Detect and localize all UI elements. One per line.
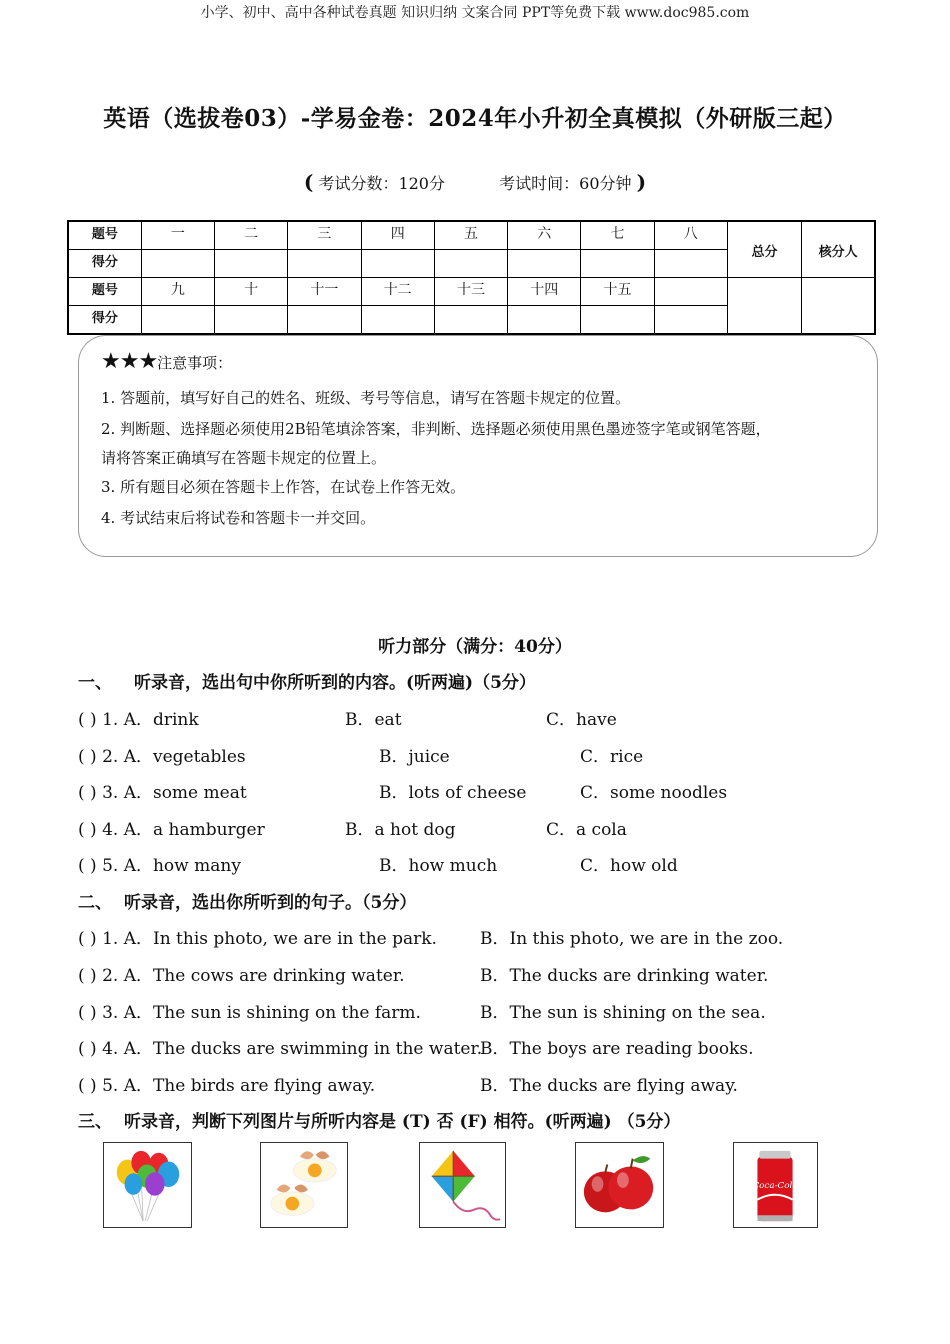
part2-heading: 听录音，选出你所听到的句子。（5分）	[124, 893, 417, 913]
notice-line: 4. 考试结束后将试卷和答题卡一并交回。	[101, 509, 376, 527]
part2-q5-b: B．The ducks are flying away.	[480, 1076, 738, 1096]
question-number-cell: 六	[508, 221, 581, 250]
part2-q4-b: B．The boys are reading books.	[480, 1039, 754, 1059]
kite-icon	[420, 1143, 505, 1227]
question-number-cell	[654, 278, 727, 306]
part2-q1-a: ( ) 1. A．In this photo, we are in the park.	[78, 929, 437, 949]
exam-title: 英语（选拔卷03）-学易金卷：2024年小升初全真模拟（外研版三起）	[103, 105, 847, 132]
question-number-cell: 五	[434, 221, 507, 250]
score-cell[interactable]	[581, 250, 654, 278]
score-label: 得分	[68, 306, 141, 335]
question-number-cell: 四	[361, 221, 434, 250]
cola-label: Coca-Cola	[752, 1180, 798, 1191]
part1-q4-a: ( ) 4. A．a hamburger	[78, 820, 265, 840]
checker-label: 核分人	[802, 221, 875, 278]
listening-section-title: 听力部分（满分：40分）	[378, 637, 572, 657]
part3-heading: 听录音，判断下列图片与所听内容是 (T) 否 (F) 相符。(听两遍) （5分）	[124, 1112, 681, 1132]
part1-q2-c: C．rice	[580, 747, 644, 767]
score-cell[interactable]	[215, 250, 288, 278]
part1-q2-a: ( ) 2. A．vegetables	[78, 747, 246, 767]
part1-heading-number: 一、	[78, 673, 112, 693]
score-cell[interactable]	[288, 250, 361, 278]
score-cell[interactable]	[434, 306, 507, 335]
score-cell[interactable]	[361, 306, 434, 335]
part1-q3-b: B．lots of cheese	[379, 783, 527, 803]
balloons-icon	[104, 1143, 191, 1227]
question-number-label: 题号	[68, 221, 141, 250]
part1-q5-a: ( ) 5. A．how many	[78, 856, 241, 876]
score-cell[interactable]	[215, 306, 288, 335]
question-number-label: 题号	[68, 278, 141, 306]
score-cell[interactable]	[508, 306, 581, 335]
part2-q3-b: B．The sun is shining on the sea.	[480, 1003, 766, 1023]
part1-q4-c: C．a cola	[546, 820, 627, 840]
score-cell[interactable]	[581, 306, 654, 335]
score-cell[interactable]	[654, 306, 727, 335]
score-cell[interactable]	[288, 306, 361, 335]
question-number-cell: 九	[141, 278, 214, 306]
eggs-picture	[260, 1142, 348, 1228]
page-header: 小学、初中、高中各种试卷真题 知识归纳 文案合同 PPT等免费下载 www.doc985.com	[200, 5, 750, 21]
apples-picture	[575, 1142, 664, 1228]
part2-q2-a: ( ) 2. A．The cows are drinking water.	[78, 966, 405, 986]
checker-cell[interactable]	[802, 278, 875, 335]
part2-q4-a: ( ) 4. A．The ducks are swimming in the water.	[78, 1039, 483, 1059]
total-score-label: 总分	[727, 221, 801, 278]
question-number-cell: 七	[581, 221, 654, 250]
part2-q1-b: B．In this photo, we are in the zoo.	[480, 929, 784, 949]
question-number-cell: 十三	[434, 278, 507, 306]
cola-can-icon	[734, 1143, 817, 1227]
part2-q2-b: B．The ducks are drinking water.	[480, 966, 769, 986]
question-number-cell: 八	[654, 221, 727, 250]
notice-line: 1. 答题前，填写好自己的姓名、班级、考号等信息，请写在答题卡规定的位置。	[101, 389, 631, 407]
score-cell[interactable]	[141, 306, 214, 335]
total-score-cell[interactable]	[727, 278, 801, 335]
balloons-picture	[103, 1142, 192, 1228]
score-cell[interactable]	[434, 250, 507, 278]
part1-q2-b: B．juice	[379, 747, 450, 767]
question-number-cell: 三	[288, 221, 361, 250]
score-table-row-3	[68, 278, 875, 306]
question-number-cell: 十四	[508, 278, 581, 306]
notice-box	[78, 335, 878, 557]
question-number-cell: 十二	[361, 278, 434, 306]
question-number-cell: 十五	[581, 278, 654, 306]
part1-q1-c: C．have	[546, 710, 617, 730]
notice-line: 2. 判断题、选择题必须使用2B铅笔填涂答案，非判断、选择题必须使用黑色墨迹签字笔或钢笔答题，	[101, 420, 771, 438]
exam-time: 考试时间：60分钟	[499, 174, 632, 193]
part3-heading-number: 三、	[78, 1112, 112, 1132]
exam-info-open-paren: (	[303, 170, 314, 194]
part1-q5-b: B．how much	[379, 856, 498, 876]
part1-heading: 听录音，选出句中你所听到的内容。(听两遍)（5分）	[134, 673, 536, 693]
part2-q3-a: ( ) 3. A．The sun is shining on the farm.	[78, 1003, 421, 1023]
part1-q5-c: C．how old	[580, 856, 678, 876]
eggs-icon	[261, 1143, 347, 1227]
question-number-cell: 二	[215, 221, 288, 250]
question-number-cell: 十一	[288, 278, 361, 306]
part1-q1-b: B．eat	[345, 710, 402, 730]
exam-info-close-paren: )	[636, 170, 647, 194]
score-table	[67, 220, 876, 335]
notice-title: ★★★注意事项：	[101, 349, 233, 374]
part1-q3-c: C．some noodles	[580, 783, 728, 803]
part1-q1-a: ( ) 1. A．drink	[78, 710, 199, 730]
part2-q5-a: ( ) 5. A．The birds are flying away.	[78, 1076, 376, 1096]
part2-heading-number: 二、	[78, 893, 112, 913]
notice-line: 请将答案正确填写在答题卡规定的位置上。	[101, 449, 387, 467]
score-table-row-1	[68, 221, 875, 250]
exam-info	[0, 170, 950, 194]
score-cell[interactable]	[141, 250, 214, 278]
score-cell[interactable]	[361, 250, 434, 278]
score-cell[interactable]	[654, 250, 727, 278]
part1-q3-a: ( ) 3. A．some meat	[78, 783, 247, 803]
question-number-cell: 一	[141, 221, 214, 250]
exam-score: 考试分数：120分	[318, 174, 445, 193]
kite-picture	[419, 1142, 506, 1228]
notice-line: 3. 所有题目必须在答题卡上作答，在试卷上作答无效。	[101, 478, 466, 496]
question-number-cell: 十	[215, 278, 288, 306]
score-cell[interactable]	[508, 250, 581, 278]
apples-icon	[576, 1143, 663, 1227]
score-label: 得分	[68, 250, 141, 278]
part1-q4-b: B．a hot dog	[345, 820, 456, 840]
star-icon: ★★★	[101, 349, 158, 374]
cola-picture	[733, 1142, 818, 1228]
